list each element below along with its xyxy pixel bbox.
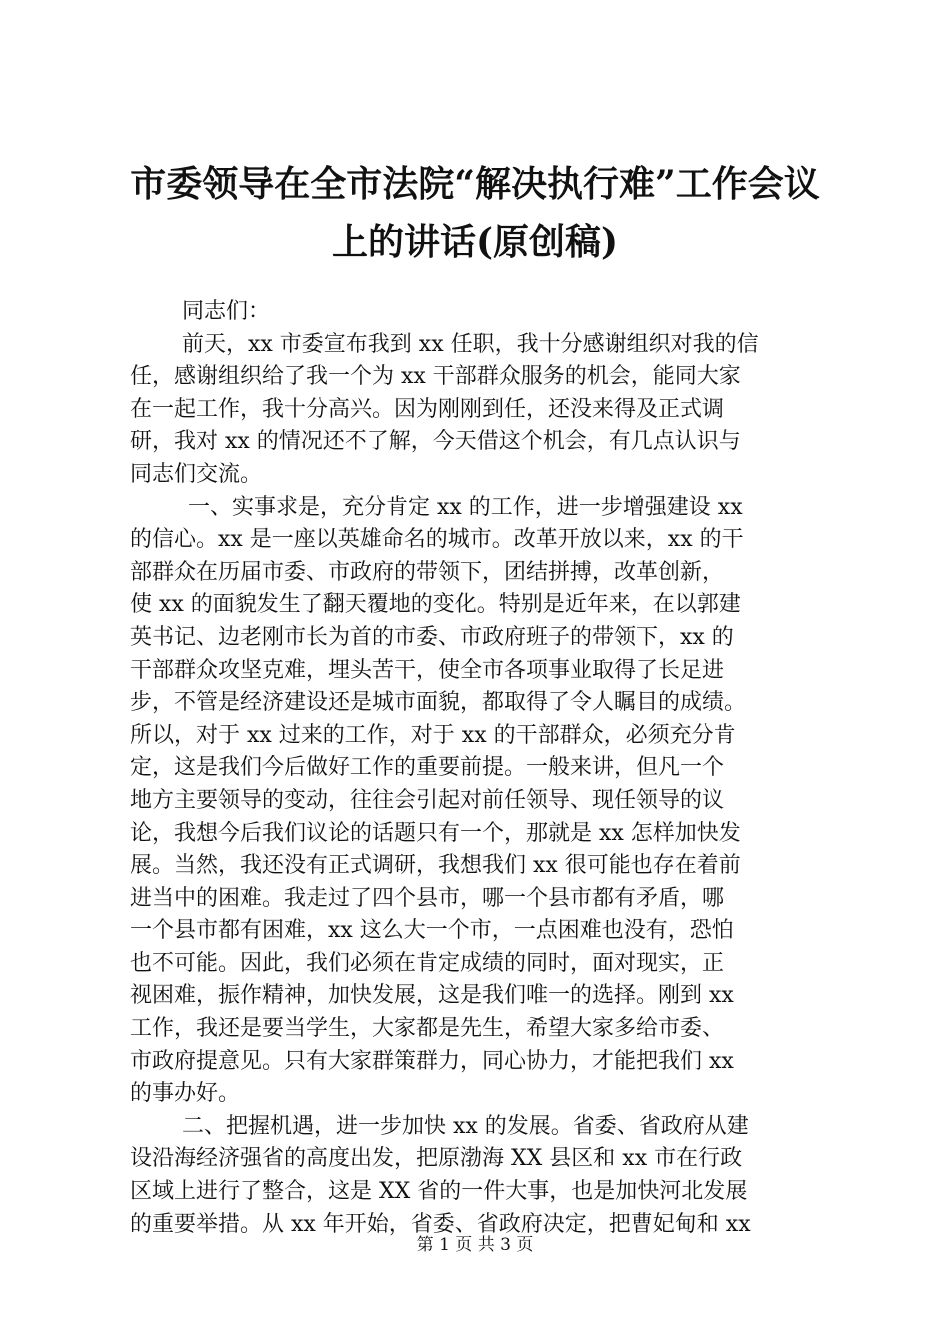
body-line: 区域上进行了整合，这是 XX 省的一件大事，也是加快河北发展	[130, 1179, 748, 1205]
body-line: 定，这是我们今后做好工作的重要前提。一般来讲，但凡一个	[130, 755, 725, 781]
body-line: 视困难，振作精神，加快发展，这是我们唯一的选择。刚到 xx	[130, 983, 734, 1009]
page-footer: 第 1 页 共 3 页	[416, 1235, 534, 1255]
body-line: 一个县市都有困难，xx 这么大一个市，一点困难也没有，恐怕	[130, 918, 734, 944]
body-line: 的事办好。	[130, 1081, 241, 1107]
body-line: 使 xx 的面貌发生了翻天覆地的变化。特别是近年来，在以郭建	[130, 592, 741, 618]
body-line: 所以，对于 xx 过来的工作，对于 xx 的干部群众，必须充分肯	[130, 722, 736, 748]
document-title-line-1: 市委领导在全市法院“解决执行难”工作会议	[130, 163, 820, 205]
body-line: 同志们交流。	[130, 461, 263, 487]
body-line: 的重要举措。从 xx 年开始，省委、省政府决定，把曹妃甸和 xx	[130, 1211, 751, 1237]
body-line: 部群众在历届市委、市政府的带领下，团结拼搏，改革创新，	[130, 559, 725, 585]
body-line: 在一起工作，我十分高兴。因为刚刚到任，还没来得及正式调	[130, 396, 725, 422]
body-line: 研，我对 xx 的情况还不了解，今天借这个机会，有几点认识与	[130, 429, 741, 455]
body-line: 的信心。xx 是一座以英雄命名的城市。改革开放以来，xx 的干	[130, 527, 744, 553]
body-line: 设沿海经济强省的高度出发，把原渤海 XX 县区和 xx 市在行政	[130, 1146, 743, 1172]
document-title-line-2: 上的讲话(原创稿)	[331, 221, 619, 263]
body-line: 市政府提意见。只有大家群策群力，同心协力，才能把我们 xx	[130, 1048, 734, 1074]
body-line: 进当中的困难。我走过了四个县市，哪一个县市都有矛盾，哪	[130, 885, 725, 911]
body-line: 任，感谢组织给了我一个为 xx 干部群众服务的机会，能同大家	[130, 364, 741, 390]
body-line: 一、实事求是，充分肯定 xx 的工作，进一步增强建设 xx	[188, 494, 743, 520]
body-line: 展。当然，我还没有正式调研，我想我们 xx 很可能也存在着前	[130, 853, 741, 879]
body-line: 英书记、边老刚市长为首的市委、市政府班子的带领下，xx 的	[130, 624, 734, 650]
body-line: 论，我想今后我们议论的话题只有一个，那就是 xx 怎样加快发	[130, 820, 741, 846]
body-line: 地方主要领导的变动，往往会引起对前任领导、现任领导的议	[130, 787, 725, 813]
body-line: 干部群众攻坚克难，埋头苦干，使全市各项事业取得了长足进	[130, 657, 725, 683]
body-line: 前天，xx 市委宣布我到 xx 任职，我十分感谢组织对我的信	[182, 331, 759, 357]
body-line: 二、把握机遇，进一步加快 xx 的发展。省委、省政府从建	[182, 1113, 749, 1139]
body-line: 同志们：	[182, 299, 271, 324]
document-body	[130, 296, 850, 1241]
body-line: 工作，我还是要当学生，大家都是先生，希望大家多给市委、	[130, 1016, 725, 1042]
body-line: 步，不管是经济建设还是城市面貌，都取得了令人瞩目的成绩。	[130, 690, 747, 716]
body-line: 也不可能。因此，我们必须在肯定成绩的同时，面对现实，正	[130, 950, 725, 976]
